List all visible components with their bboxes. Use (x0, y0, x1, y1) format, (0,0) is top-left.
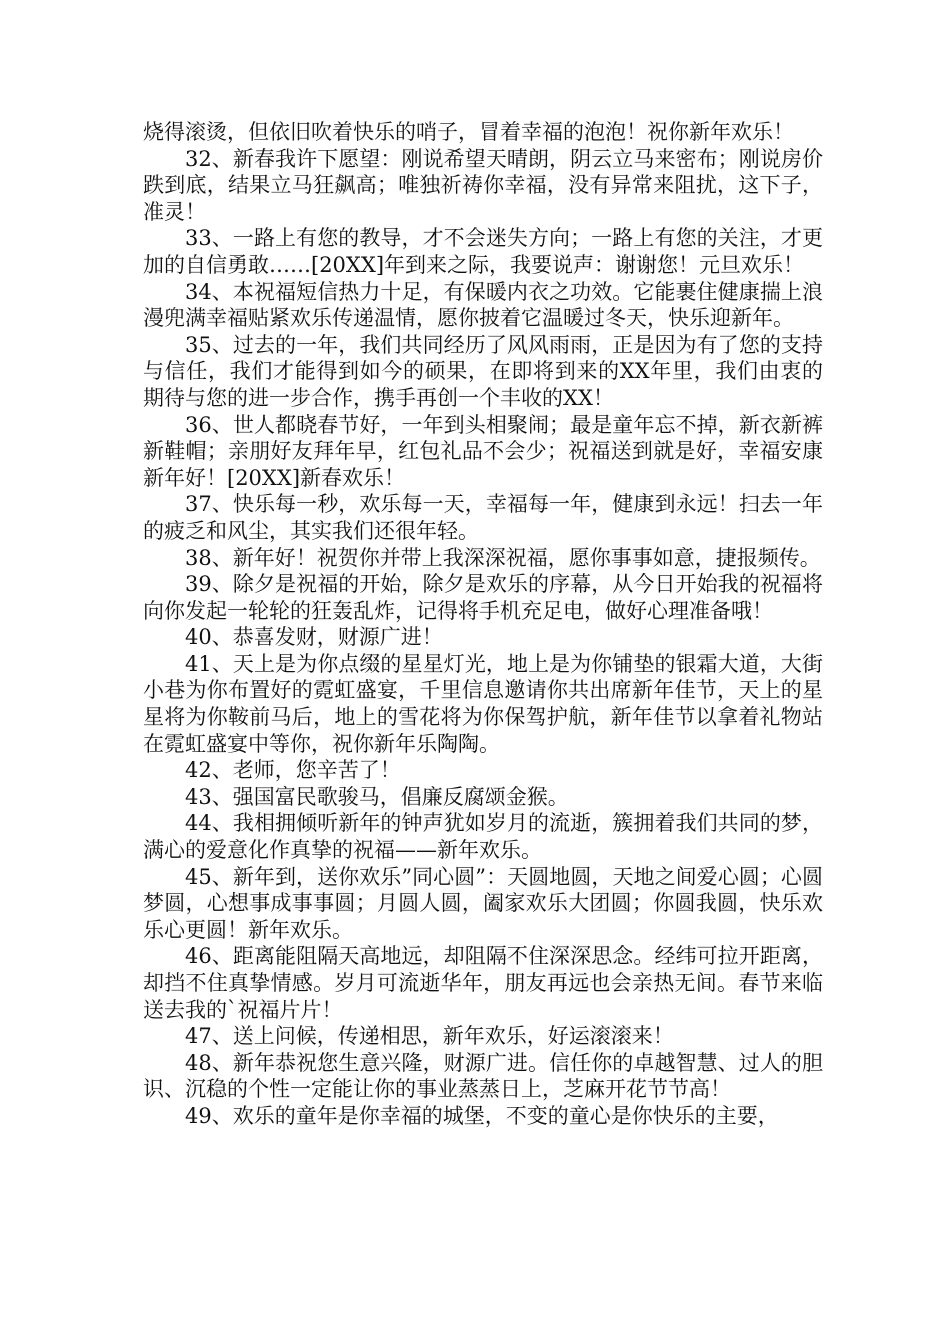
paragraph-48: 48、新年恭祝您生意兴隆，财源广进。信任你的卓越智慧、过人的胆识、沉稳的个性一定能让你的事业蒸蒸日上，芝麻开花节节高！ (143, 1050, 823, 1102)
paragraph-38: 38、新年好！祝贺你并带上我深深祝福，愿你事事如意，捷报频传。 (185, 545, 821, 570)
paragraph-41: 41、天上是为你点缀的星星灯光，地上是为你铺垫的银霜大道，大街小巷为你布置好的霓虹盛宴，千里信息邀请你共出席新年佳节，天上的星星将为你鞍前马后，地上的雪花将为你保驾护航，新年佳节以拿着礼物站在霓虹盛宴中等你，祝你新年乐陶陶。 (143, 651, 823, 756)
paragraph-46: 46、距离能阻隔天高地远，却阻隔不住深深思念。经纬可拉开距离，却挡不住真挚情感。岁月可流逝华年，朋友再远也会亲热无间。春节来临送去我的`祝福片片！ (143, 944, 823, 1022)
paragraph-44: 44、我相拥倾听新年的钟声犹如岁月的流逝，簇拥着我们共同的梦，满心的爱意化作真挚的祝福——新年欢乐。 (143, 811, 823, 863)
paragraph-35: 35、过去的一年，我们共同经历了风风雨雨，正是因为有了您的支持与信任，我们才能得到如今的硕果，在即将到来的XX年里，我们由衷的期待与您的进一步合作，携手再创一个丰收的XX！ (143, 332, 823, 410)
paragraph-31-continuation: 烧得滚烫，但依旧吹着快乐的哨子，冒着幸福的泡泡！祝你新年欢乐！ (143, 120, 794, 144)
paragraph-42: 42、老师，您辛苦了！ (185, 758, 401, 783)
paragraph-37: 37、快乐每一秒，欢乐每一天，幸福每一年，健康到永远！扫去一年的疲乏和风尘，其实我们还很年轻。 (143, 492, 823, 543)
document-page (143, 119, 823, 1130)
paragraph-47: 47、送上问候，传递相思，新年欢乐，好运滚滚来！ (185, 1024, 674, 1049)
paragraph-34: 34、本祝福短信热力十足，有保暖内衣之功效。它能裹住健康揣上浪漫兜满幸福贴紧欢乐传递温情，愿你披着它温暖过冬天，快乐迎新年。 (143, 279, 823, 331)
paragraph-39: 39、除夕是祝福的开始，除夕是欢乐的序幕，从今日开始我的祝福将向你发起一轮轮的狂轰乱炸，记得将手机充足电，做好心理准备哦！ (143, 572, 823, 623)
paragraph-49: 49、欢乐的童年是你幸福的城堡，不变的童心是你快乐的主要， (185, 1103, 779, 1128)
paragraph-33: 33、一路上有您的教导，才不会迷失方向；一路上有您的关注，才更加的自信勇敢……[20XX]年到来之际，我要说声：谢谢您！元旦欢乐！ (143, 226, 823, 277)
paragraph-43: 43、强国富民歌骏马，倡廉反腐颂金猴。 (185, 784, 569, 809)
paragraph-45: 45、新年到，送你欢乐”同心圆”：天圆地圆，天地之间爱心圆；心圆梦圆，心想事成事事圆；月圆人圆，阖家欢乐大团圆；你圆我圆，快乐欢乐心更圆！新年欢乐。 (143, 864, 823, 942)
paragraph-36: 36、世人都晓春节好，一年到头相聚闹；最是童年忘不掉，新衣新裤新鞋帽；亲朋好友拜年早，红包礼品不会少；祝福送到就是好，幸福安康新年好！[20XX]新春欢乐！ (143, 412, 823, 490)
paragraph-32: 32、新春我许下愿望：刚说希望天晴朗，阴云立马来密布；刚说房价跌到底，结果立马狂飙高；唯独祈祷你幸福，没有异常来阻扰，这下子，准灵！ (143, 146, 823, 224)
paragraph-40: 40、恭喜发财，财源广进！ (185, 625, 443, 650)
